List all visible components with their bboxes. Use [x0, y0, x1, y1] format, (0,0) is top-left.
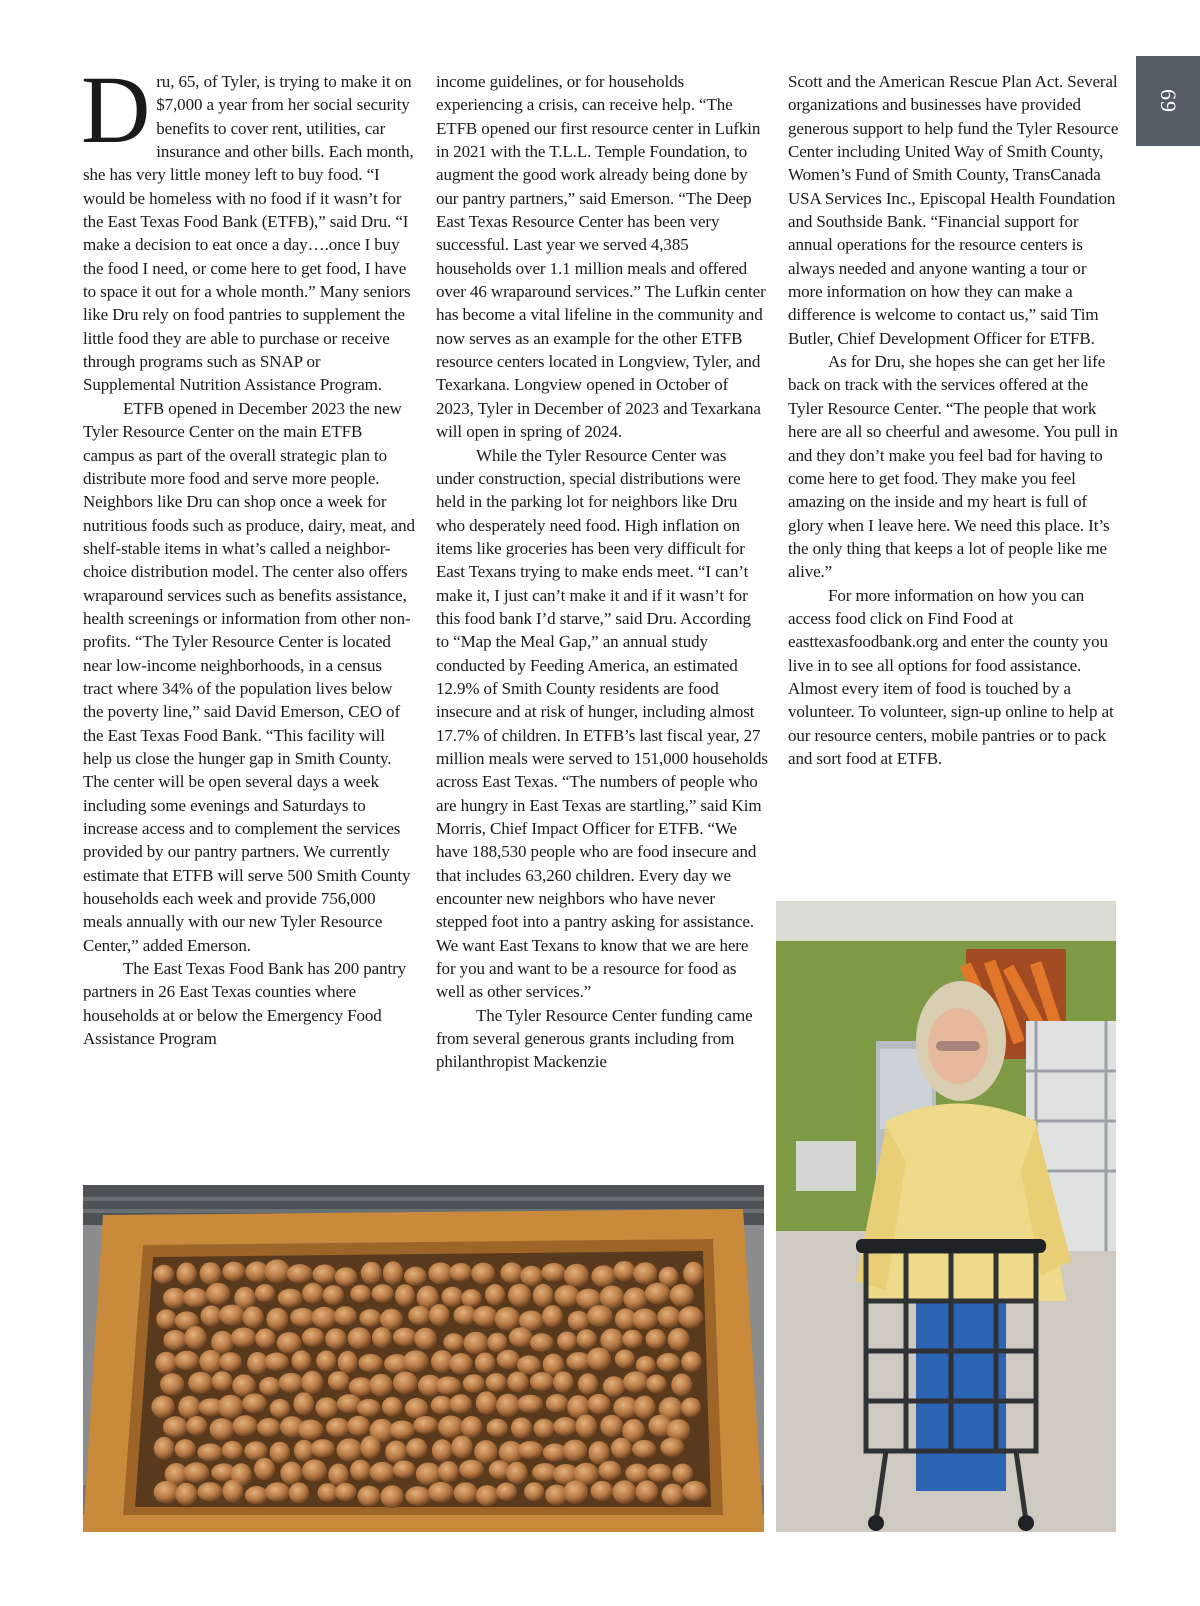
onion	[625, 1464, 649, 1483]
onion	[218, 1395, 244, 1419]
onion	[508, 1284, 531, 1307]
onion	[406, 1438, 427, 1459]
onion	[338, 1351, 358, 1374]
onion	[255, 1284, 275, 1302]
onion	[328, 1371, 350, 1391]
onion	[487, 1333, 507, 1353]
onion	[311, 1439, 335, 1458]
onion	[316, 1350, 336, 1371]
onion	[600, 1328, 623, 1352]
onion	[408, 1306, 430, 1325]
onion	[154, 1265, 175, 1284]
onion	[588, 1394, 611, 1414]
onion	[533, 1284, 554, 1307]
onion	[623, 1371, 648, 1392]
article-paragraph: Scott and the American Rescue Plan Act. Several organizations and businesses have provided generous support to help fund the Tyler Resource Center including United Way of Smith County, Women’s Fund of Smith County, TransCanada USA Services Inc., Episcopal Health Foundation and Southside Bank. “Financial support for annual operations for the resource centers is always needed and anyone wanting a tour or more information on how they can make a difference is welcome to contact us,” said Tim Butler, Chief Development Officer for ETFB.	[788, 72, 1119, 348]
onion	[222, 1441, 243, 1460]
onion	[432, 1439, 453, 1462]
onion	[496, 1394, 520, 1417]
onion	[231, 1328, 256, 1348]
onion	[442, 1287, 464, 1307]
onion	[372, 1327, 392, 1348]
onion	[311, 1307, 336, 1328]
onion	[500, 1262, 523, 1283]
onion	[568, 1311, 590, 1331]
onion	[464, 1332, 489, 1355]
onion	[245, 1486, 269, 1504]
onion	[405, 1398, 428, 1419]
onion	[335, 1483, 357, 1501]
onion-crate-illustration	[83, 1185, 764, 1532]
onion	[563, 1480, 588, 1504]
onion	[413, 1416, 438, 1434]
onion	[646, 1329, 667, 1349]
onion	[313, 1265, 337, 1285]
onion	[328, 1464, 349, 1486]
onion	[211, 1331, 234, 1354]
onion	[553, 1417, 577, 1436]
onion	[678, 1306, 703, 1328]
onion	[634, 1396, 656, 1420]
onion	[347, 1416, 370, 1436]
onion	[443, 1333, 464, 1351]
onion	[200, 1262, 222, 1285]
onion	[337, 1438, 363, 1461]
onion	[632, 1440, 656, 1458]
onion	[302, 1283, 324, 1304]
onion	[431, 1396, 453, 1415]
onion	[530, 1372, 554, 1391]
onion	[598, 1461, 621, 1481]
onion	[636, 1356, 656, 1374]
onion	[591, 1481, 614, 1501]
onion	[497, 1350, 520, 1369]
onion	[264, 1259, 290, 1283]
onion	[428, 1482, 454, 1503]
onion	[591, 1265, 615, 1287]
onion	[416, 1463, 441, 1486]
onion	[360, 1436, 381, 1460]
onion	[383, 1261, 403, 1285]
onion	[564, 1264, 589, 1288]
onion	[233, 1415, 258, 1436]
onion	[622, 1330, 642, 1349]
onion	[520, 1266, 543, 1287]
onion	[657, 1306, 680, 1327]
onion	[232, 1374, 255, 1397]
onion	[473, 1306, 497, 1327]
onion	[603, 1376, 625, 1397]
article-paragraph: The East Texas Food Bank has 200 pantry partners in 26 East Texas counties where households at or below the Emergency Food Assistance Program	[83, 959, 407, 1049]
onion	[323, 1285, 344, 1305]
onion	[380, 1485, 404, 1508]
article-column-2	[436, 70, 768, 1074]
onion	[487, 1419, 509, 1437]
onion	[600, 1286, 625, 1309]
article-paragraph: While the Tyler Resource Center was under construction, special distributions were held in the parking lot for neighbors like Dru who desperately need food. High inflation on items like groceries has been very difficult for East Texans trying to make ends meet. “I can’t make it, I just can’t make it and if it wasn’t for this food bank I’d starve,” said Dru. According to “Map the Meal Gap,” an annual study conducted by Feeding America, an estimated 12.9% of Smith County residents are food insecure and at risk of hunger, including almost 17.7% of children. In ETFB’s last fiscal year, 27 million meals were served to 151,000 households across East Texas. “The numbers of people who are hungry in East Texas are startling,” said Kim Morris, Chief Impact Officer for ETFB. “We have 188,530 people who are food insecure and that includes 63,260 children. Every day we encounter new neighbors who have never stepped foot into a pantry asking for assistance. We want East Texans to know that we are here for you and want to be a resource for food as well as other services.”	[436, 445, 768, 1002]
onion	[219, 1352, 242, 1371]
onion	[380, 1309, 403, 1330]
onion	[315, 1397, 338, 1418]
onion	[587, 1348, 611, 1371]
onion	[615, 1350, 635, 1369]
onion	[291, 1350, 311, 1371]
onion	[461, 1416, 483, 1438]
onion	[563, 1440, 588, 1462]
onion	[163, 1330, 187, 1350]
onion	[507, 1372, 529, 1393]
onion	[270, 1442, 291, 1464]
onion	[382, 1397, 403, 1417]
onion	[302, 1328, 325, 1347]
onion	[405, 1486, 431, 1505]
article-column-3	[788, 70, 1120, 770]
onion	[541, 1263, 565, 1282]
onion	[348, 1327, 372, 1349]
onion	[438, 1461, 459, 1483]
onion	[683, 1262, 704, 1286]
onion	[657, 1353, 681, 1372]
onion	[222, 1480, 243, 1503]
onion	[683, 1481, 708, 1501]
onion	[681, 1351, 702, 1372]
onion	[219, 1305, 245, 1326]
onion	[163, 1416, 188, 1437]
onion	[517, 1395, 543, 1413]
onion	[671, 1374, 692, 1397]
onion	[647, 1464, 671, 1483]
article-paragraph: Dru, 65, of Tyler, is trying to make it on $7,000 a year from her social security benefits to cover rent, utilities, car insurance and other bills. Each month, she has very little money left to buy food. “I would be homeless with no food if it wasn’t for the East Texas Food Bank (ETFB),” said Dru. “I make a decision to eat once a day….once I buy the food I need, or come here to get food, I have to space it out for a whole month.” Many seniors like Dru rely on food pantries to supplement the little food they are able to purchase or receive through programs such as SNAP or Supplemental Nutrition Assistance Program.	[81, 56, 414, 395]
onion	[393, 1461, 416, 1479]
onion	[287, 1264, 313, 1283]
onion	[156, 1309, 176, 1329]
onion	[326, 1418, 350, 1438]
onion	[183, 1288, 208, 1308]
onion	[672, 1464, 693, 1484]
onion	[403, 1350, 428, 1372]
onion	[506, 1462, 528, 1485]
onion	[270, 1399, 291, 1418]
onion	[454, 1482, 478, 1503]
article-column-1	[81, 56, 415, 1050]
onion	[293, 1392, 314, 1415]
onion	[154, 1437, 175, 1460]
page-number: 69	[1156, 89, 1181, 113]
onion	[254, 1458, 275, 1481]
onion	[178, 1396, 200, 1419]
onion	[359, 1309, 381, 1327]
onion	[495, 1307, 520, 1331]
onion	[645, 1283, 671, 1304]
onion	[632, 1309, 658, 1331]
onion	[210, 1418, 235, 1440]
onion	[670, 1284, 695, 1307]
onion	[661, 1484, 684, 1506]
onion	[350, 1460, 371, 1481]
onion	[395, 1284, 415, 1307]
onion	[450, 1394, 472, 1414]
onion	[475, 1353, 496, 1374]
onion	[485, 1284, 505, 1306]
onion	[542, 1305, 563, 1327]
onion	[277, 1332, 302, 1354]
onion	[449, 1263, 472, 1282]
onion	[428, 1262, 453, 1284]
onion	[393, 1328, 417, 1347]
onion	[280, 1462, 302, 1485]
onion	[199, 1350, 222, 1373]
onion	[186, 1416, 207, 1436]
onion	[524, 1482, 545, 1501]
onion	[244, 1441, 267, 1460]
onion	[155, 1352, 177, 1374]
onion	[633, 1262, 657, 1284]
onion	[451, 1436, 473, 1459]
onion	[668, 1328, 690, 1351]
onion	[517, 1355, 541, 1374]
onion	[257, 1418, 280, 1437]
onion	[681, 1398, 701, 1418]
onion	[463, 1374, 485, 1393]
onion	[259, 1377, 280, 1396]
onion	[449, 1353, 472, 1375]
onion	[358, 1354, 383, 1373]
onion	[575, 1414, 597, 1438]
onion	[404, 1267, 427, 1286]
onion	[265, 1482, 290, 1502]
onion	[370, 1462, 395, 1483]
onion	[385, 1441, 407, 1464]
page-number-tab	[1136, 56, 1200, 146]
onion	[438, 1416, 464, 1439]
article-paragraph: income guidelines, or for households experiencing a crisis, can receive help. “The ETFB opened our first resource center in Lufkin in 2021 with the T.L.L. Temple Foundation, to augment the good work already being done by our pantry partners,” said Emerson. “The Deep East Texas Resource Center has been very successful. Last year we served 4,385 households over 1.1 million meals and offered over 46 wraparound services.” The Lufkin center has become a vital lifeline in the community and now serves as an example for the other ETFB resource centers located in Longview, Tyler, and Texarkana. Longview opened in October of 2023, Tyler in December of 2023 and Texarkana will open in spring of 2024.	[436, 72, 766, 442]
onion-crate-photo	[83, 1185, 764, 1532]
onion	[289, 1482, 310, 1503]
onion	[533, 1419, 554, 1438]
onion	[611, 1438, 632, 1459]
onion	[222, 1262, 245, 1281]
onion	[588, 1441, 609, 1464]
onion	[197, 1482, 222, 1501]
onion	[509, 1327, 533, 1347]
onion	[429, 1304, 450, 1326]
onion	[476, 1391, 497, 1415]
onion	[175, 1483, 197, 1506]
onion	[578, 1373, 598, 1395]
onion	[160, 1373, 184, 1395]
onion	[511, 1417, 532, 1438]
onion	[636, 1480, 659, 1503]
onion	[357, 1399, 381, 1417]
onion	[517, 1441, 543, 1459]
onion	[335, 1267, 358, 1286]
onion	[435, 1376, 461, 1395]
onion	[496, 1483, 517, 1501]
article-paragraph: As for Dru, she hopes she can get her life back on track with the services offered at the Tyler Resource Center. “The people that work here are all so cheerful and awesome. You pull in and they don’t make you feel bad for having to come here to get food. They make you feel amazing on the inside and my heart is full of glory when I leave here. We need this place. It’s the only thing that keeps a lot of people like me alive.”	[788, 352, 1118, 582]
onion	[177, 1262, 197, 1285]
onion	[325, 1328, 346, 1349]
onion	[154, 1481, 180, 1504]
onion	[175, 1439, 196, 1459]
onion	[301, 1371, 323, 1395]
onion	[255, 1328, 275, 1348]
drop-cap: D	[81, 56, 151, 163]
onion	[197, 1443, 223, 1461]
onion	[546, 1394, 569, 1413]
onion	[206, 1283, 230, 1305]
onion	[461, 1289, 481, 1307]
article-paragraph: ETFB opened in December 2023 the new Tyler Resource Center on the main ETFB campus as part of the overall strategic plan to distribute more food and serve more people. Neighbors like Dru can shop once a week for nutritious foods such as produce, dairy, meat, and shelf-stable items in what’s called a neighbor-choice distribution model. The center also offers wraparound services such as benefits assistance, health screenings or information from other non-profits. “The Tyler Resource Center is located near low-income neighborhoods, in a census tract where 34% of the population lives below the poverty line,” said David Emerson, CEO of the East Texas Food Bank. “This facility will help us close the hunger gap in Smith County. The center will be open several days a week including some evenings and Saturdays to increase access and to complement the services provided by our pantry partners. We currently estimate that ETFB will serve 500 Smith County households each week and provide 756,000 meals annually with our new Tyler Resource Center,” added Emerson.	[83, 398, 415, 955]
onion	[474, 1440, 497, 1464]
onion	[212, 1371, 233, 1391]
onion	[334, 1306, 357, 1326]
onion	[476, 1485, 499, 1506]
onion	[613, 1261, 635, 1281]
onion	[151, 1396, 174, 1419]
onion	[358, 1486, 381, 1507]
onion	[486, 1373, 507, 1392]
onion	[623, 1287, 647, 1310]
onion	[554, 1285, 579, 1307]
onion	[278, 1289, 303, 1308]
onion	[350, 1285, 371, 1303]
onion	[553, 1371, 574, 1393]
onion	[471, 1263, 495, 1285]
onion	[264, 1353, 289, 1371]
onion	[587, 1305, 613, 1327]
onion	[600, 1415, 623, 1437]
onion	[361, 1262, 382, 1285]
onion	[188, 1372, 213, 1394]
onion	[389, 1421, 415, 1440]
onion	[372, 1284, 394, 1303]
article-paragraph: The Tyler Resource Center funding came from several generous grants including from philanthropist Mackenzie	[436, 1005, 753, 1072]
onion	[612, 1480, 636, 1504]
woman-with-cart-illustration	[776, 901, 1116, 1532]
onion	[298, 1420, 324, 1440]
resource-center-photo	[776, 901, 1116, 1532]
onion	[530, 1333, 554, 1352]
onion	[267, 1308, 289, 1331]
onion	[369, 1374, 392, 1397]
onion	[242, 1394, 267, 1414]
onion	[201, 1305, 222, 1326]
onion	[557, 1332, 577, 1351]
onion	[163, 1288, 187, 1309]
onion	[184, 1326, 206, 1350]
onion	[184, 1462, 210, 1483]
onion	[646, 1375, 666, 1394]
onion	[279, 1373, 304, 1393]
onion	[243, 1306, 264, 1328]
onion	[414, 1328, 437, 1350]
onion	[393, 1372, 418, 1395]
onion	[459, 1460, 484, 1479]
article-paragraph: For more information on how you can access food click on Find Food at easttexasfoodbank.org and enter the county you live in to see all options for food assistance. Almost every item of food is touched by a volunteer. To volunteer, sign-up online to help at our resource centers, mobile pantries or to pack and sort food at ETFB.	[788, 585, 1114, 768]
onion	[290, 1308, 315, 1327]
onion	[660, 1438, 684, 1457]
onion	[175, 1351, 200, 1371]
onion	[302, 1459, 327, 1481]
onion	[577, 1329, 597, 1349]
